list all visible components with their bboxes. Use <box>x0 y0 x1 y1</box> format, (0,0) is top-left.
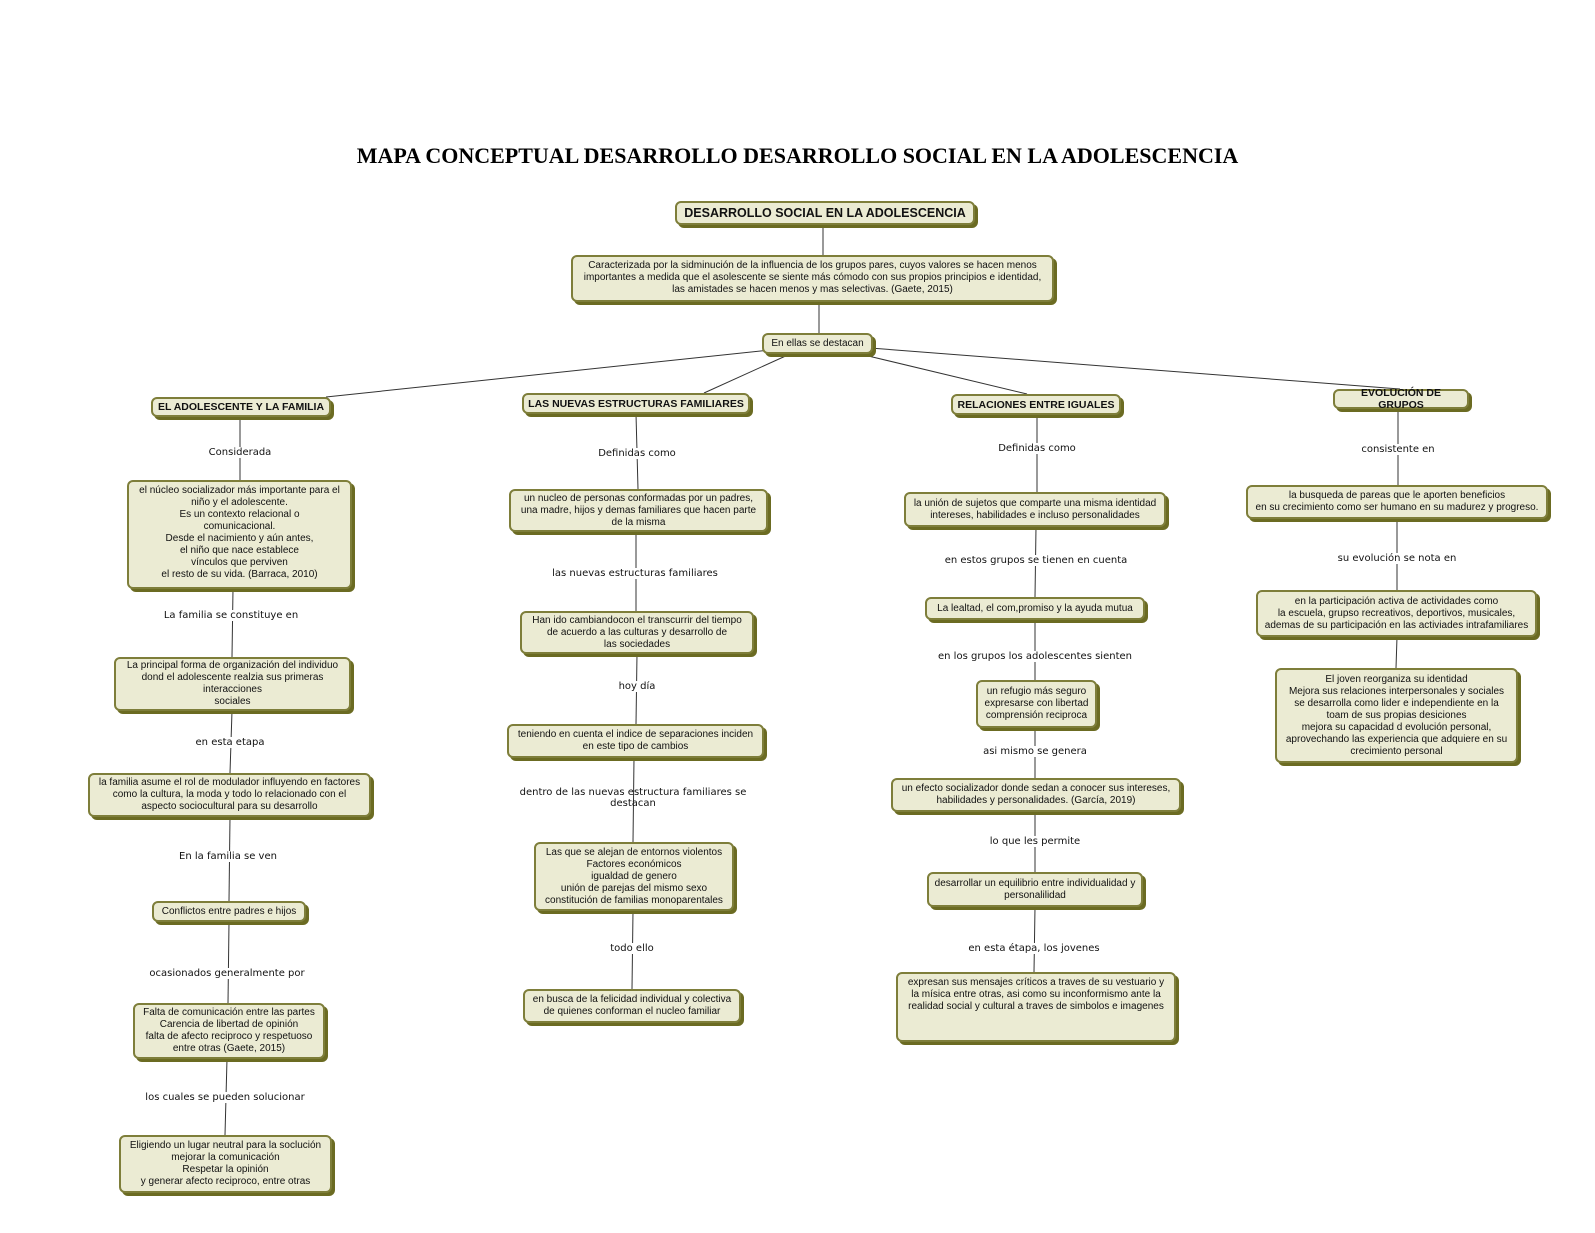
page-title: MAPA CONCEPTUAL DESARROLLO DESARROLLO SOCIAL EN LA ADOLESCENCIA <box>356 143 1239 168</box>
branch4-header: EVOLUCIÓN DE GRUPOS <box>1333 389 1469 409</box>
branch1-link-label-4: En la familia se ven <box>179 851 277 862</box>
branch3-link-label-6: en esta étapa, los jovenes <box>968 943 1100 954</box>
branch1-header: EL ADOLESCENTE Y LA FAMILIA <box>151 397 331 417</box>
branch2-header: LAS NUEVAS ESTRUCTURAS FAMILIARES <box>522 393 750 414</box>
branch4-node-1: la busqueda de pareas que le aporten beneficios en su crecimiento como ser humano en su madurez y progreso. <box>1246 485 1548 519</box>
branch4-node-3: El joven reorganiza su identidad Mejora sus relaciones interpersonales y sociales se desarrolla como lider e independiente en la toam de sus propias desiciones mejora su capacidad d evolución personal, aprovechando las experiencia que adquiere en su crecimiento personal <box>1275 668 1518 763</box>
branch1-link-label-2: La familia se constituye en <box>163 610 299 621</box>
branch4-node-2: en la participación activa de actividades como la escuela, grupso recreativos, deportivos, musicales, ademas de su participación en las activiades intrafamiliares <box>1256 590 1537 637</box>
branch2-link-label-3: hoy día <box>618 681 656 692</box>
branch2-link-label-5: todo ello <box>610 943 654 954</box>
branch3-link-label-3: en los grupos los adolescentes sienten <box>938 651 1132 662</box>
branch3-node-4: un efecto socializador donde sedan a conocer sus intereses, habilidades y personalidades. (García, 2019) <box>891 778 1181 812</box>
branch1-node-5: Falta de comunicación entre las partes Carencia de libertad de opinión falta de afecto reciproco y respetuoso entre otras (Gaete, 2015) <box>133 1003 325 1059</box>
root-node: DESARROLLO SOCIAL EN LA ADOLESCENCIA <box>675 201 975 225</box>
branch3-link-label-1: Definidas como <box>998 443 1076 454</box>
root-description: Caracterizada por la sidminución de la influencia de los grupos pares, cuyos valores se hacen menos importantes a medida que el asolescente se siente más cómodo con sus propios principios e identidad, las amistades se hacen menos y mas selectivas. (Gaete, 2015) <box>571 255 1054 302</box>
branch3-node-3: un refugio más seguro expresarse con libertad comprensión reciproca <box>976 680 1097 728</box>
branch2-node-5: en busca de la felicidad individual y colectiva de quienes conforman el nucleo familiar <box>523 989 741 1023</box>
branch1-link-label-1: Considerada <box>208 447 272 458</box>
branch2-node-1: un nucleo de personas conformadas por un padres, una madre, hijos y demas familiares que hacen parte de la misma <box>509 489 768 532</box>
branch4-link-label-1: consistente en <box>1361 444 1435 455</box>
branch1-node-6: Eligiendo un lugar neutral para la soclución mejorar la comunicación Respetar la opinión y generar afecto reciproco, entre otras <box>119 1135 332 1193</box>
branch3-node-2: La lealtad, el com,promiso y la ayuda mutua <box>925 597 1145 620</box>
branch2-node-4: Las que se alejan de entornos violentos Factores económicos igualdad de genero unión de parejas del mismo sexo constitución de familias monoparentales <box>534 842 734 911</box>
branch4-link-label-2: su evolución se nota en <box>1337 553 1457 564</box>
branch1-link-label-6: los cuales se pueden solucionar <box>145 1092 305 1103</box>
branch3-header: RELACIONES ENTRE IGUALES <box>951 394 1121 415</box>
branch2-node-2: Han ido cambiandocon el transcurrir del tiempo de acuerdo a las culturas y desarrollo de las sociedades <box>520 611 754 654</box>
branch1-node-4: Conflictos entre padres e hijos <box>152 901 306 922</box>
branch3-node-6: expresan sus mensajes críticos a traves de su vestuario y la mísica entre otras, asi como su inconformismo ante la realidad social y cultural a traves de simbolos e imagenes <box>896 972 1176 1042</box>
branch2-node-3: teniendo en cuenta el indice de separaciones inciden en este tipo de cambios <box>507 724 764 758</box>
branch3-link-label-2: en estos grupos se tienen en cuenta <box>944 555 1128 566</box>
branch3-node-1: la unión de sujetos que comparte una misma identidad intereses, habilidades e incluso personalidades <box>904 492 1166 527</box>
branch1-node-2: La principal forma de organización del individuo dond el adolescente realzia sus primeras interacciones sociales <box>114 657 351 711</box>
branch1-node-3: la familia asume el rol de modulador influyendo en factores como la cultura, la moda y todo lo relacionado con el aspecto sociocultural para su desarrollo <box>88 773 371 817</box>
branch1-link-label-3: en esta etapa <box>195 737 265 748</box>
branch2-link-label-4: dentro de las nuevas estructura familiares se destacan <box>519 787 747 809</box>
branch3-link-label-5: lo que les permite <box>989 836 1081 847</box>
branch2-link-label-2: las nuevas estructuras familiares <box>552 568 718 579</box>
root-connector: En ellas se destacan <box>762 333 873 354</box>
branch1-node-1: el núcleo socializador más importante para el niño y el adolescente. Es un contexto relacional o comunicacional. Desde el nacimiento y aún antes, el niño que nace establece vínculos que perviven el resto de su vida. (Barraca, 2010) <box>127 480 352 589</box>
branch2-link-label-1: Definidas como <box>598 448 676 459</box>
branch1-link-label-5: ocasionados generalmente por <box>149 968 305 979</box>
branch3-link-label-4: asi mismo se genera <box>983 746 1087 757</box>
branch3-node-5: desarrollar un equilibrio entre individualidad y personalilidad <box>927 872 1143 907</box>
